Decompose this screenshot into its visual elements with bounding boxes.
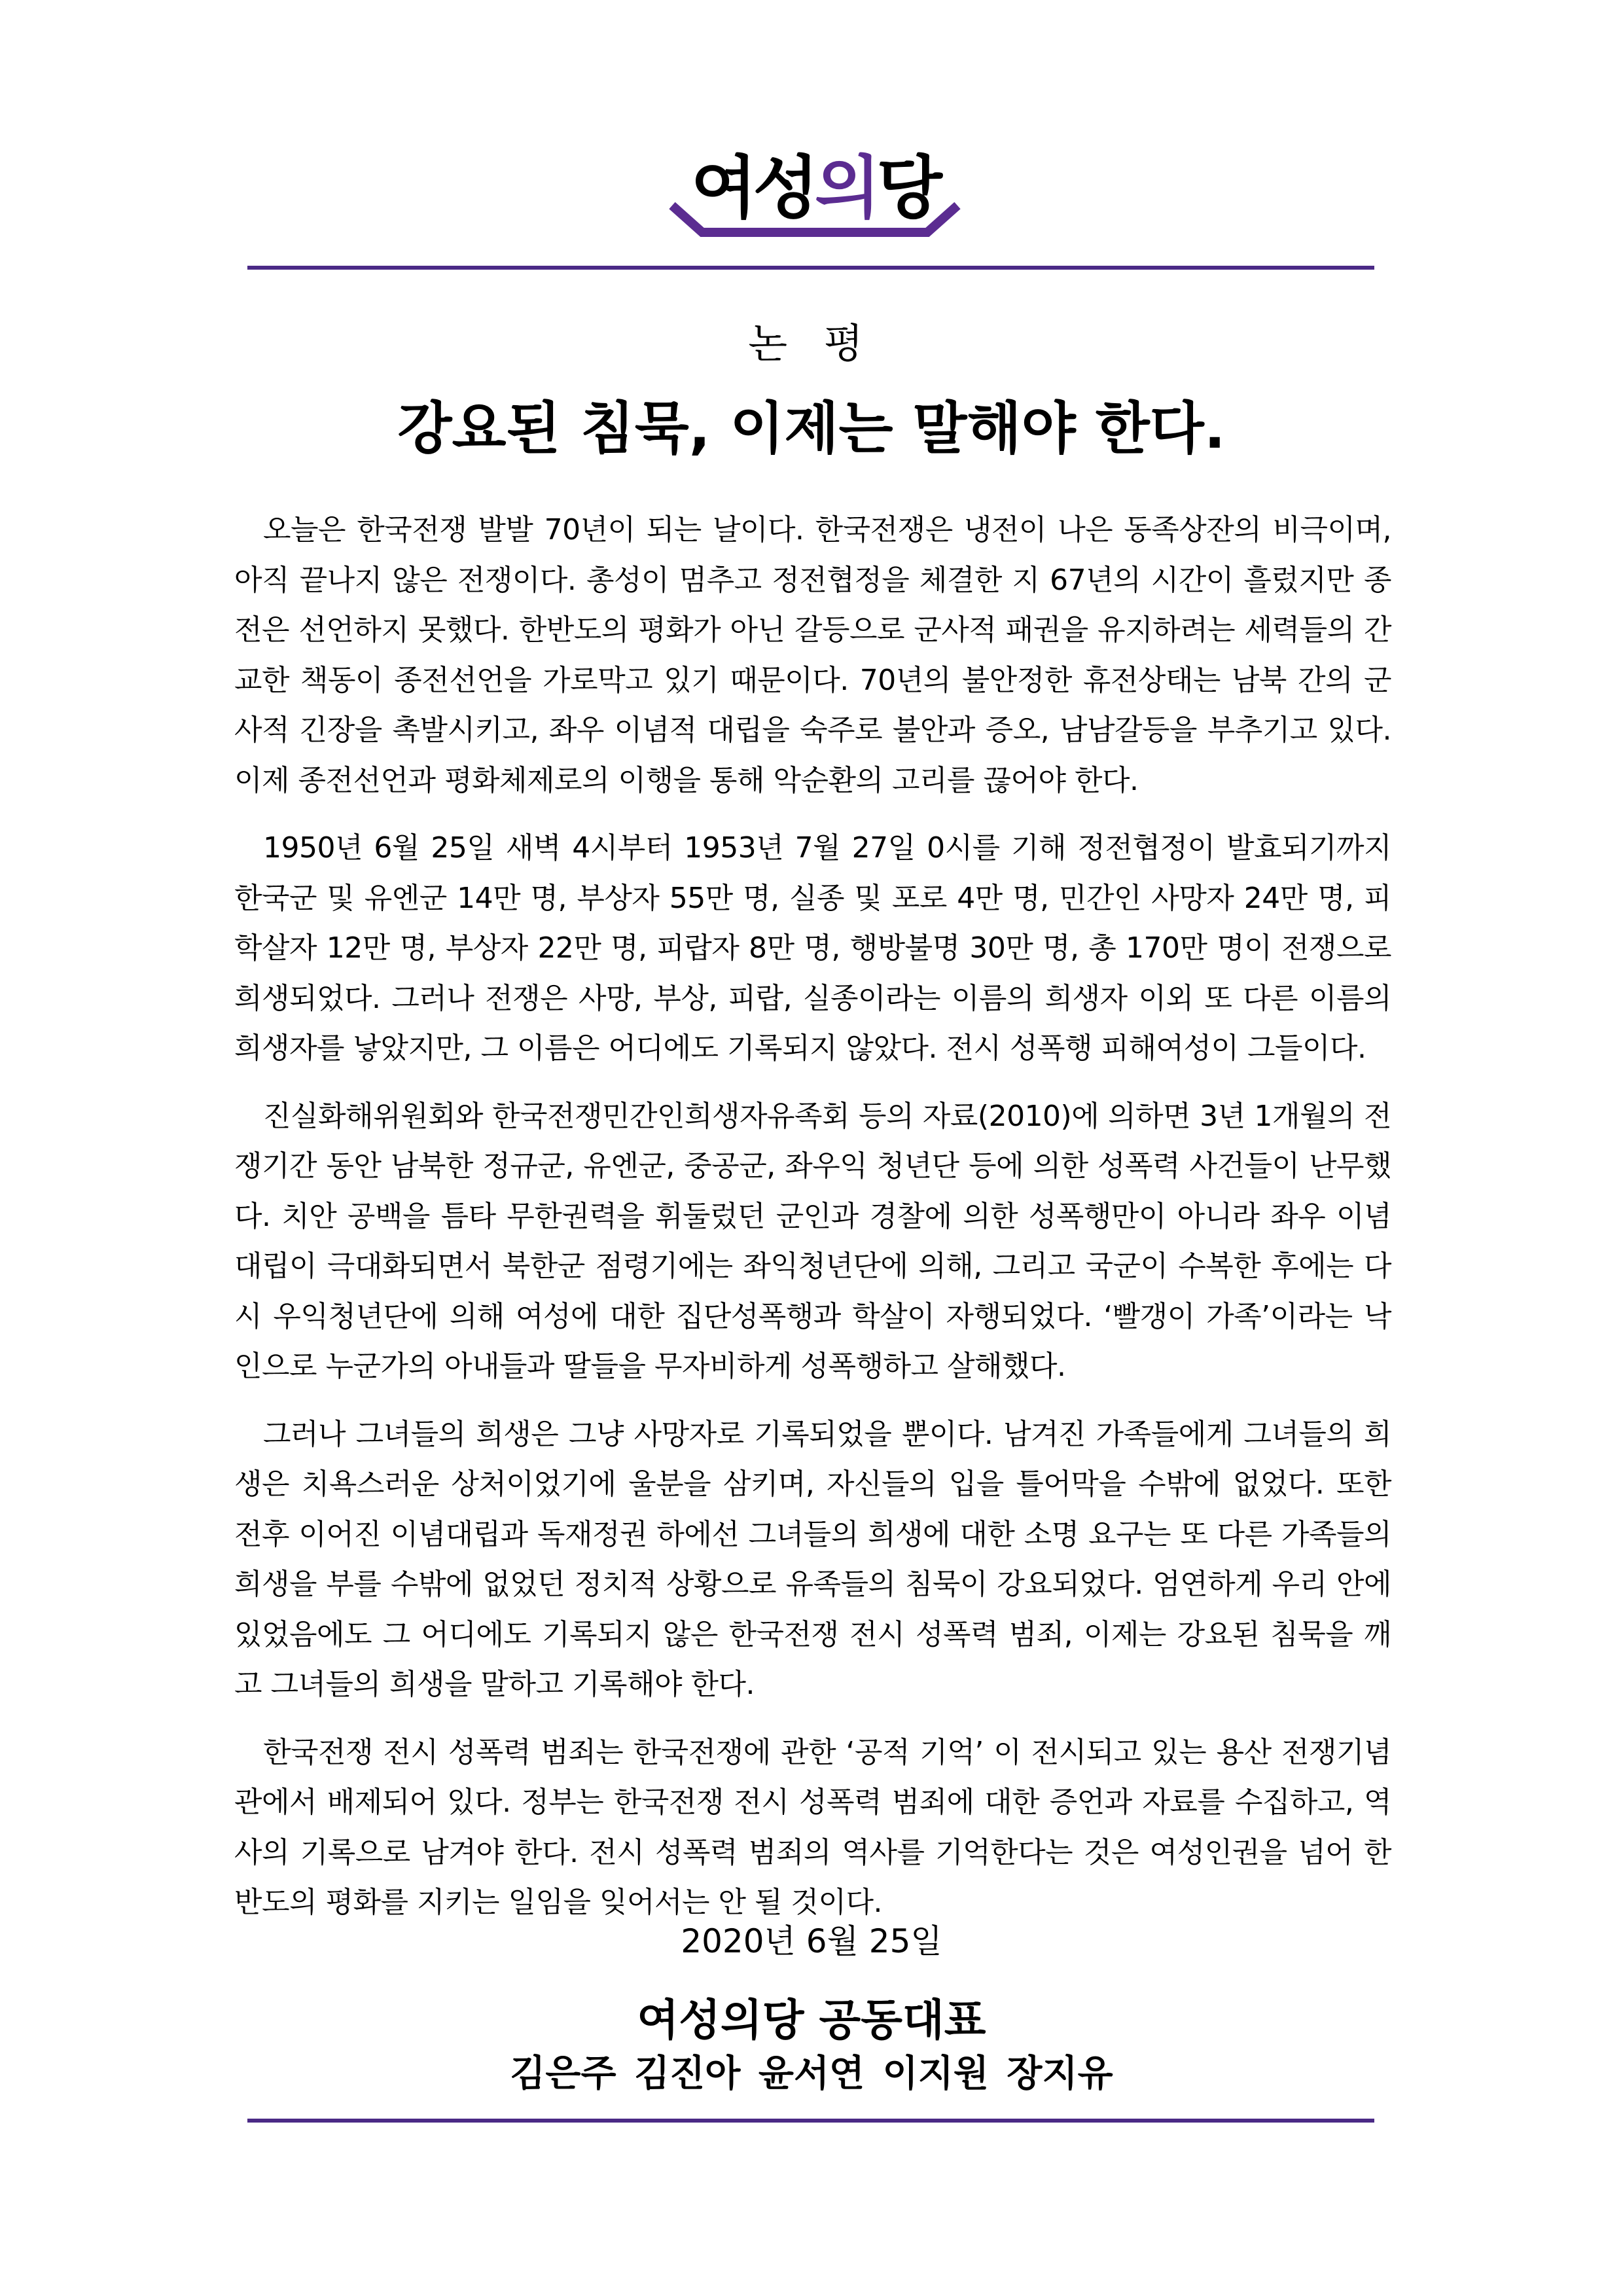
- signer-title: 여성의당 공동대표: [637, 1995, 986, 2045]
- body-paragraph: 오늘은 한국전쟁 발발 70년이 되는 날이다. 한국전쟁은 냉전이 나은 동족상잔의 비극이며, 아직 끝나지 않은 전쟁이다. 총성이 멈추고 정전협정을 체결한 지 67년의 시간이 흘렀지만 종전은 선언하지 못했다. 한반도의 평화가 아닌 갈등으로 군사적 패권을 유지하려는 세력들의 간교한 책동이 종전선언을 가로막고 있기 때문이다. 70년의 불안정한 휴전상태는 남북 간의 군사적 긴장을 촉발시키고, 좌우 이념적 대립을 숙주로 불안과 증오, 남남갈등을 부추기고 있다. 이제 종전선언과 평화체제로의 이행을 통해 악순환의 고리를 끊어야 한다.: [234, 513, 1392, 797]
- logo-text-before: 여성: [691, 148, 815, 228]
- logo-text-accent: 의: [815, 148, 877, 228]
- logo-text-after: 당: [876, 148, 938, 228]
- bottom-divider: [247, 2119, 1374, 2123]
- logo-chevron-icon: [664, 145, 965, 240]
- document-date: 2020년 6월 25일: [681, 1922, 942, 1960]
- document-kind: 논 평: [748, 319, 875, 367]
- body-paragraph: 그러나 그녀들의 희생은 그냥 사망자로 기록되었을 뿐이다. 남겨진 가족들에게 그녀들의 희생은 치욕스러운 상처이었기에 울분을 삼키며, 자신들의 입을 틀어막을 수밖에 없었다. 또한 전후 이어진 이념대립과 독재정권 하에선 그녀들의 희생에 대한 소명 요구는 또 다른 가족들의 희생을 부를 수밖에 없었던 정치적 상황으로 유족들의 침묵이 강요되었다. 엄연하게 우리 안에 있었음에도 그 어디에도 기록되지 않은 한국전쟁 전시 성폭력 범죄, 이제는 강요된 침묵을 깨고 그녀들의 희생을 말하고 기록해야 한다.: [234, 1417, 1391, 1701]
- top-divider: [247, 266, 1374, 270]
- body-paragraph: 한국전쟁 전시 성폭력 범죄는 한국전쟁에 관한 ‘공적 기억’ 이 전시되고 있는 용산 전쟁기념관에서 배제되어 있다. 정부는 한국전쟁 전시 성폭력 범죄에 대한 증언과 자료를 수집하고, 역사의 기록으로 남겨야 한다. 전시 성폭력 범죄의 역사를 기억한다는 것은 여성인권을 넘어 한반도의 평화를 지키는 일임을 잊어서는 안 될 것이다.: [234, 1735, 1392, 1919]
- party-logo: [664, 145, 965, 240]
- signer-names: 김은주 김진아 윤서연 이지원 장지유: [510, 2053, 1113, 2095]
- body-paragraph: 진실화해위원회와 한국전쟁민간인희생자유족회 등의 자료(2010)에 의하면 3년 1개월의 전쟁기간 동안 남북한 정규군, 유엔군, 중공군, 좌우익 청년단 등에 의한 성폭력 사건들이 난무했다. 치안 공백을 틈타 무한권력을 휘둘렀던 군인과 경찰에 의한 성폭행만이 아니라 좌우 이념 대립이 극대화되면서 북한군 점령기에는 좌익청년단에 의해, 그리고 국군이 수복한 후에는 다시 우익청년단에 의해 여성에 대한 집단성폭행과 학살이 자행되었다. ‘빨갱이 가족’이라는 낙인으로 누군가의 아내들과 딸들을 무자비하게 성폭행하고 살해했다.: [234, 1099, 1391, 1383]
- document-headline: 강요된 침묵, 이제는 말해야 한다.: [397, 396, 1226, 461]
- body-paragraph: 1950년 6월 25일 새벽 4시부터 1953년 7월 27일 0시를 기해 정전협정이 발효되기까지 한국군 및 유엔군 14만 명, 부상자 55만 명, 실종 및 포로 4만 명, 민간인 사망자 24만 명, 피학살자 12만 명, 부상자 22만 명, 피랍자 8만 명, 행방불명 30만 명, 총 170만 명이 전쟁으로 희생되었다. 그러나 전쟁은 사망, 부상, 피랍, 실종이라는 이름의 희생자 이외 또 다른 이름의 희생자를 낳았지만, 그 이름은 어디에도 기록되지 않았다. 전시 성폭행 피해여성이 그들이다.: [234, 831, 1391, 1065]
- document-body: [234, 505, 1391, 1946]
